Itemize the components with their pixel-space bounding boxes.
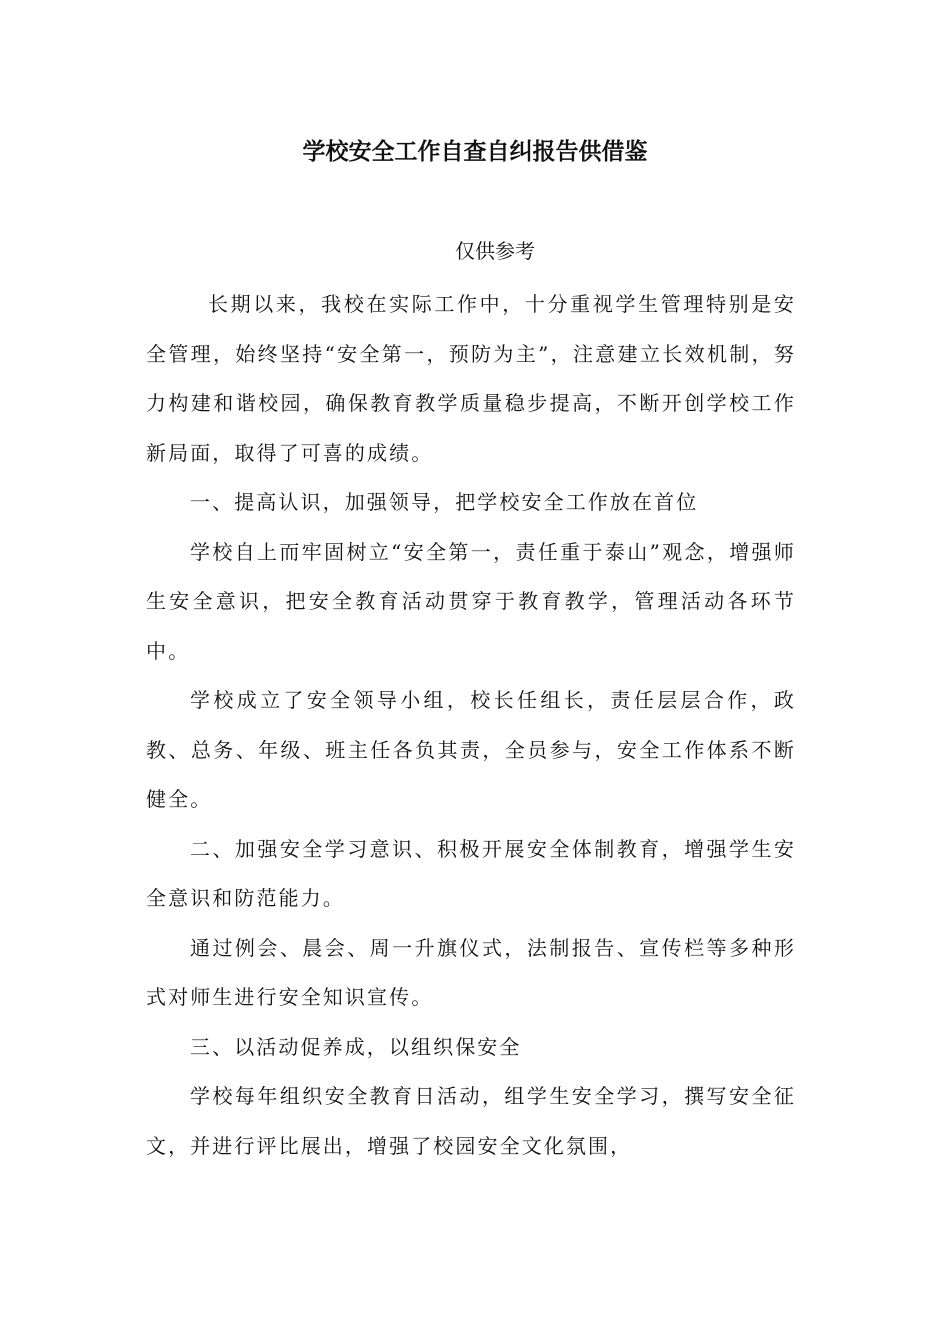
document-body <box>146 280 796 1171</box>
section-heading-3: 三、以活动促养成，以组织保安全 <box>190 1034 522 1059</box>
paragraph: 通过例会、晨会、周一升旗仪式，法制报告、宣传栏等多种形式对师生进行安全知识宣传。 <box>146 935 796 1009</box>
paragraph: 学校自上而牢固树立“安全第一，责任重于泰山”观念，增强师生安全意识，把安全教育活动贯穿于教育教学，管理活动各环节中。 <box>146 539 796 663</box>
paragraph-intro: 长期以来，我校在实际工作中，十分重视学生管理特别是安全管理，始终坚持“安全第一，预防为主”，注意建立长效机制，努力构建和谐校园，确保教育教学质量稳步提高，不断开创学校工作新局面，取得了可喜的成绩。 <box>146 292 796 465</box>
section-heading-2: 二、加强安全学习意识、积极开展安全体制教育，增强学生安全意识和防范能力。 <box>146 836 796 910</box>
section-heading-1: 一、提高认识，加强领导，把学校安全工作放在首位 <box>190 490 699 514</box>
document-title: 学校安全工作自查自纠报告供借鉴 <box>302 139 648 165</box>
paragraph: 学校成立了安全领导小组，校长任组长，责任层层合作，政教、总务、年级、班主任各负其责，全员参与，安全工作体系不断健全。 <box>146 688 796 811</box>
document-subtitle: 仅供参考 <box>455 239 535 263</box>
paragraph: 学校每年组织安全教育日活动，组学生安全学习，撰写安全征文，并进行评比展出，增强了校园安全文化氛围， <box>146 1084 796 1158</box>
